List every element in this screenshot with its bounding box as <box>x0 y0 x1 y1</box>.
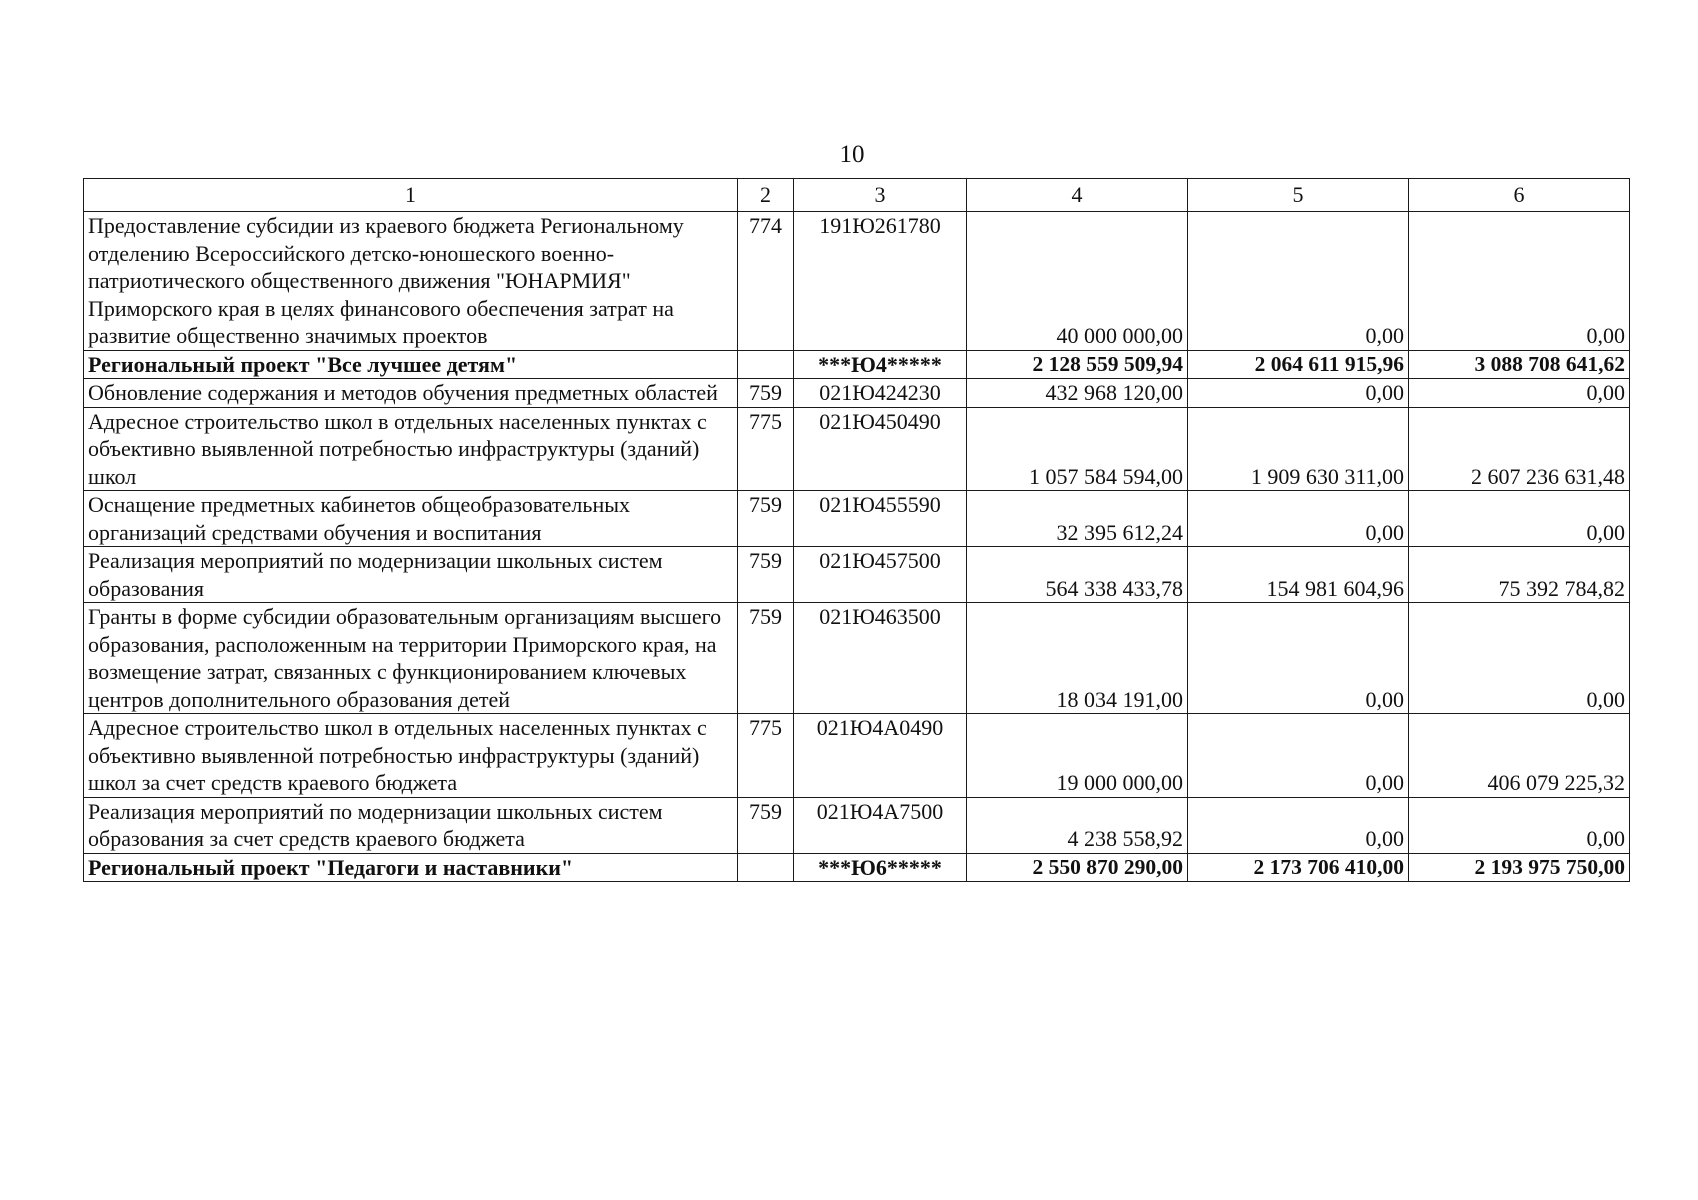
column-number-2: 2 <box>738 179 794 212</box>
column-number-row <box>84 179 1630 212</box>
row-amount-col5: 154 981 604,96 <box>1188 547 1409 603</box>
row-amount-col4: 19 000 000,00 <box>967 714 1188 798</box>
row-amount-col5: 0,00 <box>1188 379 1409 408</box>
row-amount-col6: 2 193 975 750,00 <box>1409 853 1630 882</box>
row-name: Обновление содержания и методов обучения предметных областей <box>84 379 738 408</box>
row-gr-code <box>738 350 794 379</box>
row-amount-col5: 0,00 <box>1188 491 1409 547</box>
row-gr-code: 759 <box>738 603 794 714</box>
column-number-6: 6 <box>1409 179 1630 212</box>
row-target-code: ***Ю6***** <box>794 853 967 882</box>
table-row <box>84 547 1630 603</box>
row-amount-col5: 0,00 <box>1188 714 1409 798</box>
row-amount-col4: 2 128 559 509,94 <box>967 350 1188 379</box>
table-row-project-total <box>84 350 1630 379</box>
row-target-code: 021Ю450490 <box>794 407 967 491</box>
row-gr-code: 759 <box>738 379 794 408</box>
row-gr-code <box>738 853 794 882</box>
row-gr-code: 759 <box>738 547 794 603</box>
row-amount-col6: 0,00 <box>1409 603 1630 714</box>
row-amount-col4: 564 338 433,78 <box>967 547 1188 603</box>
row-amount-col4: 32 395 612,24 <box>967 491 1188 547</box>
row-gr-code: 775 <box>738 714 794 798</box>
table-row <box>84 407 1630 491</box>
row-amount-col6: 3 088 708 641,62 <box>1409 350 1630 379</box>
row-name: Региональный проект "Педагоги и наставники" <box>84 853 738 882</box>
row-amount-col5: 2 064 611 915,96 <box>1188 350 1409 379</box>
row-amount-col5: 0,00 <box>1188 212 1409 351</box>
row-target-code: 021Ю4А7500 <box>794 797 967 853</box>
page-number: 10 <box>839 141 865 168</box>
row-amount-col5: 0,00 <box>1188 603 1409 714</box>
table-row <box>84 491 1630 547</box>
row-amount-col5: 1 909 630 311,00 <box>1188 407 1409 491</box>
row-name: Оснащение предметных кабинетов общеобразовательных организаций средствами обучения и воспитания <box>84 491 738 547</box>
row-name: Предоставление субсидии из краевого бюджета Региональному отделению Всероссийского детско-юношеского военно-патриотического общественного движения "ЮНАРМИЯ" Приморского края в целях финансового обеспечения затрат на развитие общественно значимых проектов <box>84 212 738 351</box>
table-row <box>84 212 1630 351</box>
row-amount-col6: 0,00 <box>1409 797 1630 853</box>
row-amount-col6: 0,00 <box>1409 379 1630 408</box>
row-amount-col5: 2 173 706 410,00 <box>1188 853 1409 882</box>
row-amount-col4: 1 057 584 594,00 <box>967 407 1188 491</box>
row-target-code: 021Ю4А0490 <box>794 714 967 798</box>
column-number-3: 3 <box>794 179 967 212</box>
row-amount-col6: 0,00 <box>1409 212 1630 351</box>
row-target-code: 021Ю463500 <box>794 603 967 714</box>
table-body <box>84 179 1630 882</box>
row-gr-code: 759 <box>738 491 794 547</box>
budget-table <box>83 178 1630 882</box>
row-name: Региональный проект "Все лучшее детям" <box>84 350 738 379</box>
row-target-code: 191Ю261780 <box>794 212 967 351</box>
row-amount-col4: 4 238 558,92 <box>967 797 1188 853</box>
row-target-code: ***Ю4***** <box>794 350 967 379</box>
row-gr-code: 759 <box>738 797 794 853</box>
column-number-4: 4 <box>967 179 1188 212</box>
row-target-code: 021Ю457500 <box>794 547 967 603</box>
table-row <box>84 797 1630 853</box>
row-target-code: 021Ю424230 <box>794 379 967 408</box>
row-name: Реализация мероприятий по модернизации школьных систем образования <box>84 547 738 603</box>
row-amount-col6: 406 079 225,32 <box>1409 714 1630 798</box>
row-amount-col6: 0,00 <box>1409 491 1630 547</box>
table-row <box>84 379 1630 408</box>
row-amount-col4: 2 550 870 290,00 <box>967 853 1188 882</box>
row-amount-col4: 40 000 000,00 <box>967 212 1188 351</box>
row-amount-col6: 75 392 784,82 <box>1409 547 1630 603</box>
row-name: Адресное строительство школ в отдельных населенных пунктах с объективно выявленной потребностью инфраструктуры (зданий) школ за счет средств краевого бюджета <box>84 714 738 798</box>
column-number-1: 1 <box>84 179 738 212</box>
table-row <box>84 714 1630 798</box>
table-row-project-total <box>84 853 1630 882</box>
row-name: Адресное строительство школ в отдельных населенных пунктах с объективно выявленной потребностью инфраструктуры (зданий) школ <box>84 407 738 491</box>
table-row <box>84 603 1630 714</box>
row-target-code: 021Ю455590 <box>794 491 967 547</box>
row-amount-col4: 432 968 120,00 <box>967 379 1188 408</box>
row-gr-code: 774 <box>738 212 794 351</box>
row-name: Гранты в форме субсидии образовательным организациям высшего образования, расположенным на территории Приморского края, на возмещение затрат, связанных с функционированием ключевых центров дополнительного образования детей <box>84 603 738 714</box>
row-amount-col4: 18 034 191,00 <box>967 603 1188 714</box>
row-name: Реализация мероприятий по модернизации школьных систем образования за счет средств краевого бюджета <box>84 797 738 853</box>
row-gr-code: 775 <box>738 407 794 491</box>
row-amount-col5: 0,00 <box>1188 797 1409 853</box>
column-number-5: 5 <box>1188 179 1409 212</box>
row-amount-col6: 2 607 236 631,48 <box>1409 407 1630 491</box>
